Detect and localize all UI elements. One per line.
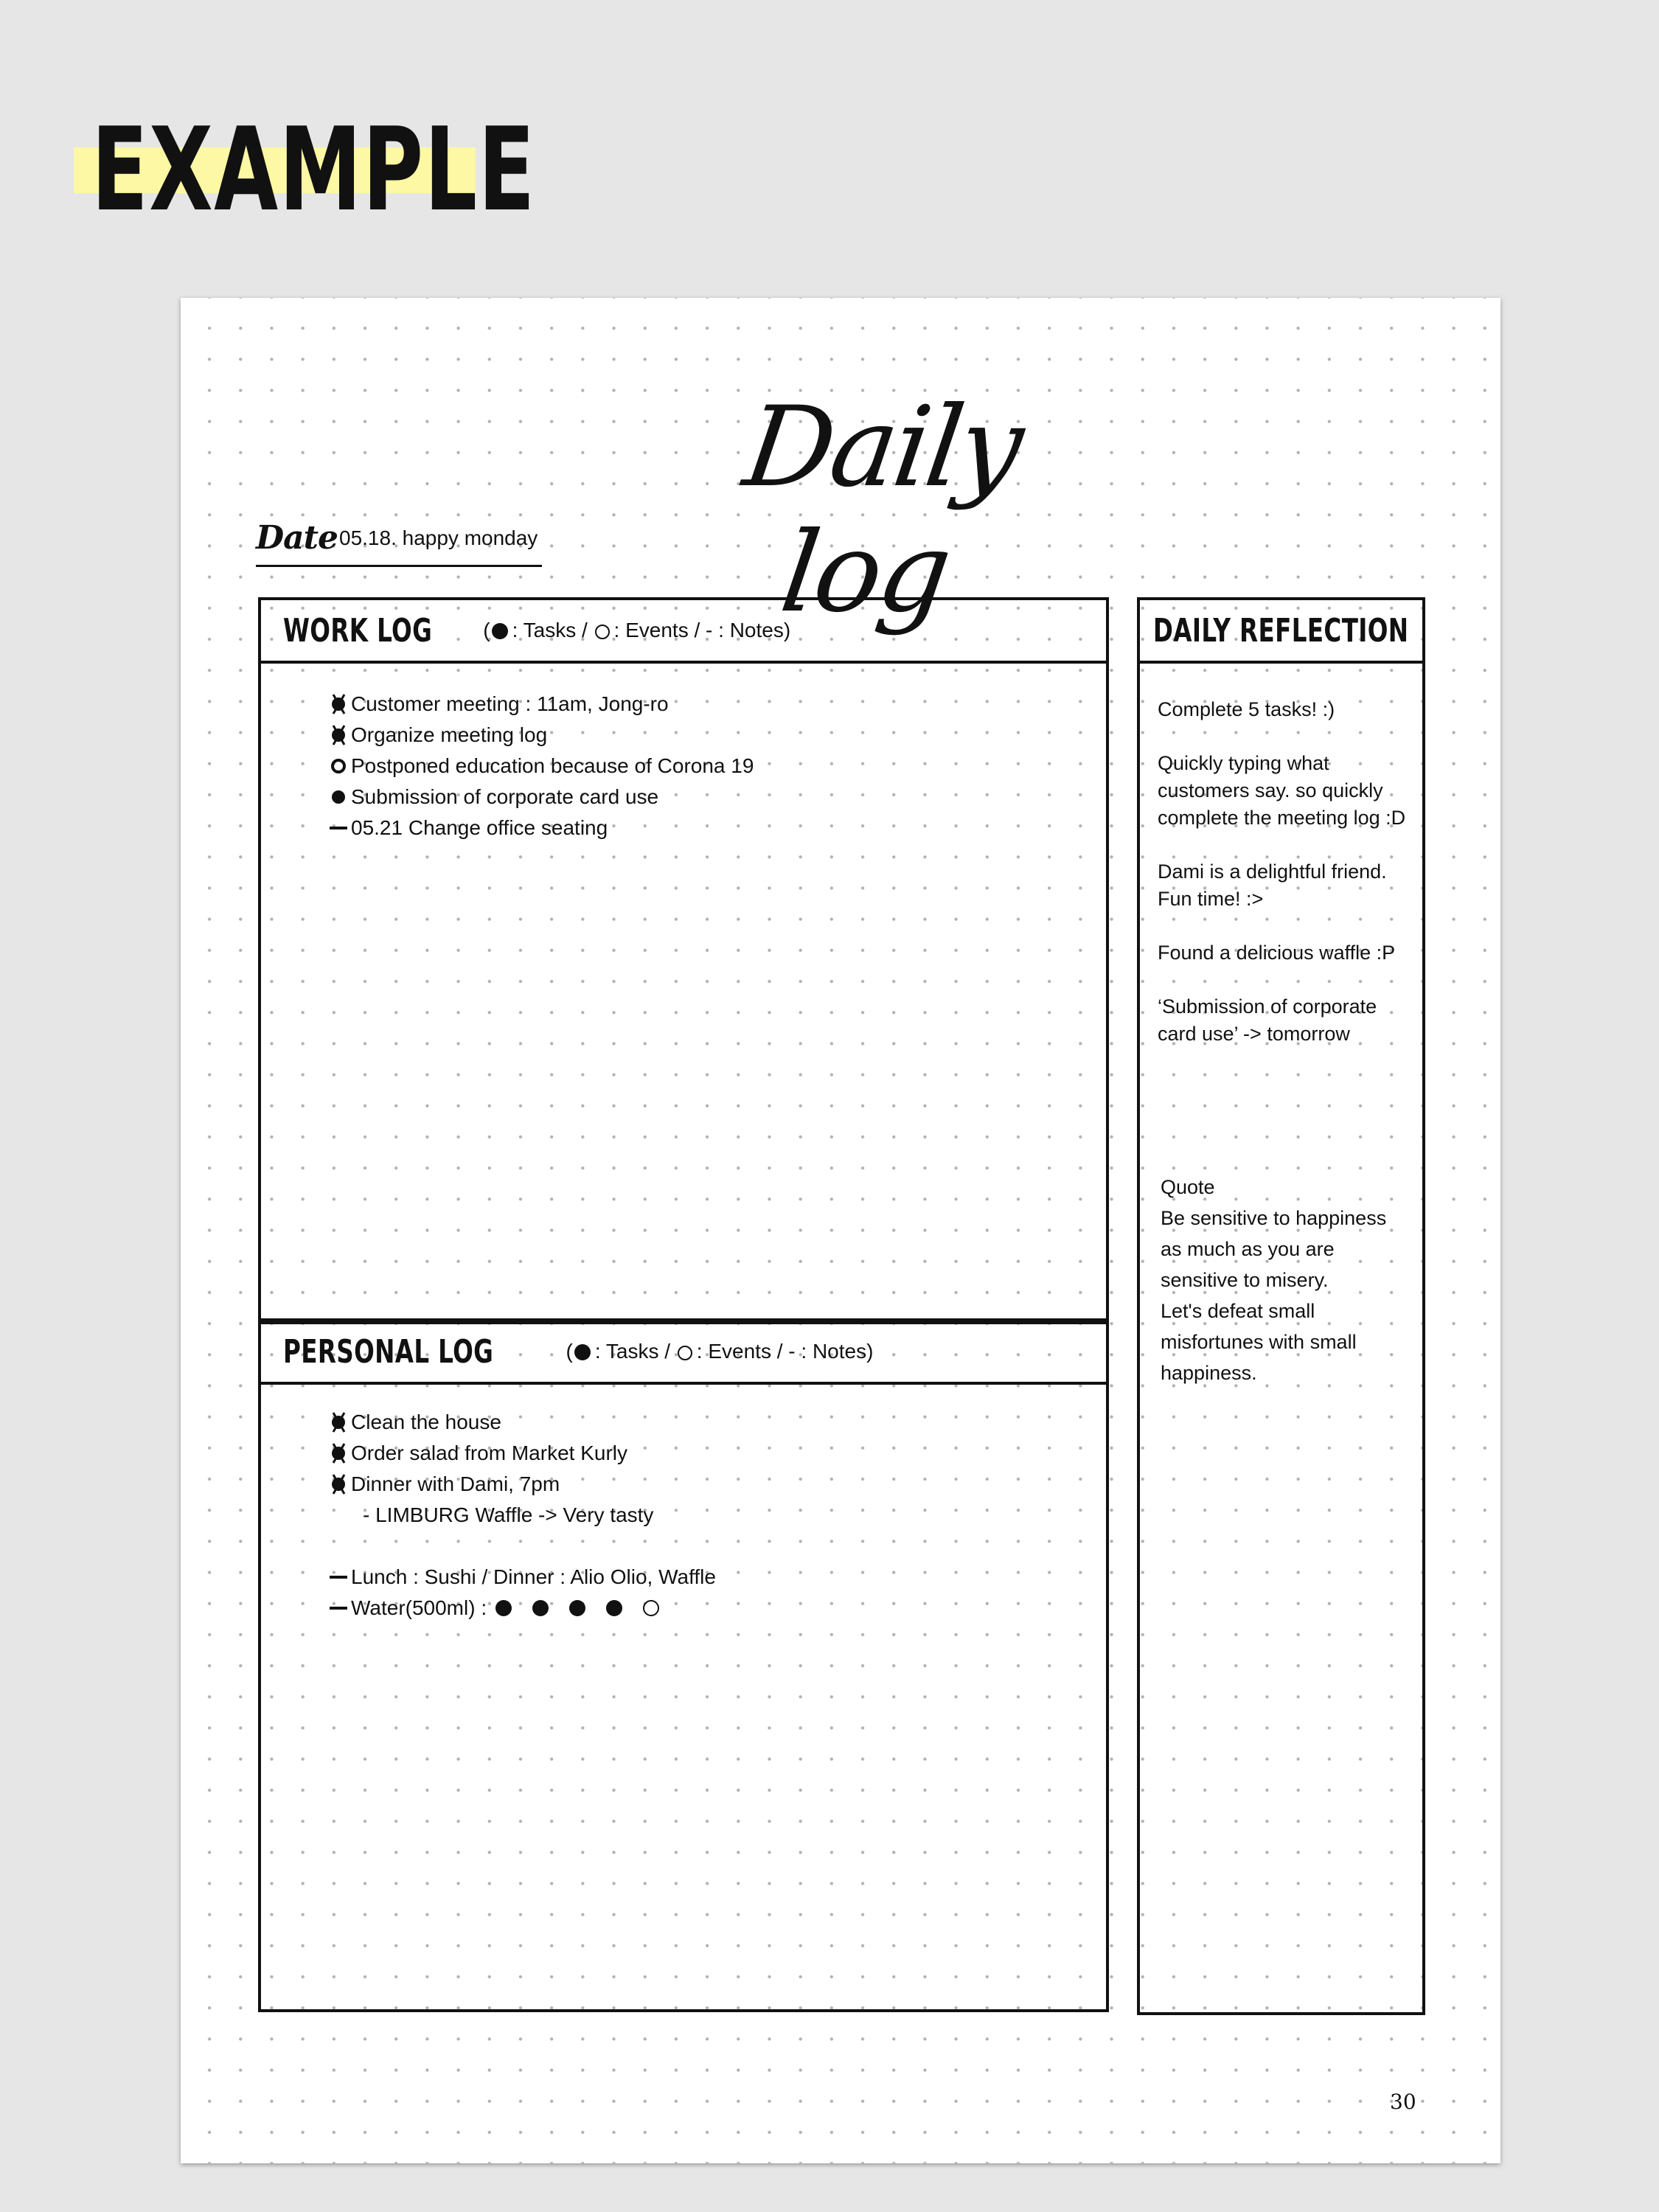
reflection-note: Dami is a delightful friend. Fun time! :> — [1158, 860, 1387, 910]
reflection-quote — [1161, 1172, 1412, 1388]
work-log-header — [261, 600, 1106, 664]
note-dash-icon — [330, 827, 347, 830]
list-item — [326, 1500, 1091, 1531]
list-item — [326, 689, 1091, 720]
water-glass-filled-icon — [606, 1600, 622, 1616]
list-item-text: Order salad from Market Kurly — [351, 1441, 627, 1464]
personal-log-list — [326, 1407, 1091, 1624]
bullet — [326, 1478, 351, 1491]
date-value: 05.18. happy monday — [339, 526, 538, 549]
list-item-text: Dinner with Dami, 7pm — [351, 1472, 560, 1495]
event-circle-icon — [678, 1346, 692, 1360]
list-item-text: Clean the house — [351, 1411, 501, 1433]
task-dot-icon — [574, 1344, 591, 1360]
quote-line: Let's defeat small — [1161, 1300, 1315, 1322]
reflection-note: Complete 5 tasks! :) — [1158, 698, 1335, 720]
list-item — [326, 1562, 1091, 1593]
task-dot-icon — [332, 790, 345, 804]
list-item-text: Postponed education because of Corona 19 — [351, 754, 754, 777]
list-item — [326, 751, 1091, 782]
banner-label: EXAMPLE — [91, 102, 536, 237]
reflection-note: Found a delicious waffle :P — [1158, 942, 1396, 964]
completed-task-icon — [332, 728, 345, 742]
planner-page — [181, 298, 1500, 2163]
list-item-text: Organize meeting log — [351, 723, 548, 746]
bullet — [326, 1607, 351, 1610]
legend-text-events-notes: : Events / - : Notes) — [696, 1340, 874, 1363]
legend-text-tasks: : Tasks / — [512, 619, 588, 641]
reflection-notes — [1158, 696, 1412, 1074]
daily-reflection-header — [1140, 600, 1422, 664]
work-log-panel — [258, 597, 1109, 1324]
note-dash-icon — [330, 1576, 347, 1579]
bullet — [326, 698, 351, 711]
page-number: 30 — [1390, 2090, 1416, 2114]
list-item — [326, 782, 1091, 813]
completed-task-icon — [332, 1416, 345, 1429]
date-underline — [256, 565, 542, 567]
page-title: Daily log — [737, 383, 1029, 637]
event-circle-icon — [595, 625, 610, 639]
water-glass-filled-icon — [532, 1600, 549, 1616]
bullet — [326, 827, 351, 830]
bullet — [326, 759, 351, 773]
quote-line: as much as you are — [1161, 1238, 1335, 1260]
list-item-text: - LIMBURG Waffle -> Very tasty — [363, 1503, 654, 1526]
note-dash-icon — [330, 1607, 347, 1610]
list-item-text: 05.21 Change office seating — [351, 816, 608, 839]
legend-text-events-notes: : Events / - : Notes) — [613, 619, 791, 641]
quote-label: Quote — [1161, 1176, 1215, 1198]
water-glass-tracker — [495, 1600, 680, 1616]
example-banner — [74, 102, 691, 237]
quote-line: sensitive to misery. — [1161, 1269, 1329, 1291]
bullet — [326, 790, 351, 804]
quote-line: Be sensitive to happiness — [1161, 1207, 1387, 1229]
water-glass-filled-icon — [569, 1600, 585, 1616]
bullet — [326, 1576, 351, 1579]
list-item-text: Customer meeting : 11am, Jong-ro — [351, 692, 669, 715]
legend-text-tasks: : Tasks / — [594, 1340, 671, 1363]
work-log-list — [326, 689, 1091, 844]
list-item-text: Water(500ml) : — [351, 1596, 487, 1619]
daily-reflection-title: DAILY REFLECTION — [1153, 611, 1409, 650]
completed-task-icon — [332, 698, 345, 711]
work-log-title: WORK LOG — [283, 611, 433, 650]
list-item-text: Submission of corporate card use — [351, 785, 659, 808]
list-item — [326, 813, 1091, 844]
quote-line: happiness. — [1161, 1362, 1257, 1384]
reflection-note: ‘Submission of corporate card use’ -> tomorrow — [1158, 995, 1377, 1045]
completed-task-icon — [332, 1478, 345, 1491]
list-item-text: Lunch : Sushi / Dinner : Alio Olio, Waffle — [351, 1565, 716, 1588]
work-log-legend: ( : Tasks / : Events / - : Notes) — [483, 619, 791, 641]
list-item — [326, 1469, 1091, 1500]
date-label: Date — [256, 519, 338, 557]
personal-log-header — [261, 1318, 1106, 1385]
water-glass-filled-icon — [495, 1600, 512, 1616]
reflection-note: Quickly typing what customers say. so quickly complete the meeting log :D — [1158, 752, 1406, 829]
personal-log-title: PERSONAL LOG — [283, 1332, 494, 1371]
bullet — [326, 1416, 351, 1429]
bullet — [326, 1447, 351, 1460]
bullet — [326, 728, 351, 742]
task-dot-icon — [492, 623, 508, 639]
list-item — [326, 1438, 1091, 1469]
personal-log-legend: ( : Tasks / : Events / - : Notes) — [566, 1340, 874, 1363]
list-item — [326, 1407, 1091, 1438]
quote-line: misfortunes with small — [1161, 1331, 1357, 1353]
water-glass-empty-icon — [643, 1600, 659, 1616]
daily-reflection-panel — [1137, 597, 1425, 2015]
event-circle-icon — [331, 759, 346, 773]
personal-log-panel — [258, 1318, 1109, 2012]
completed-task-icon — [332, 1447, 345, 1460]
list-item — [326, 720, 1091, 751]
list-item — [326, 1593, 1091, 1624]
